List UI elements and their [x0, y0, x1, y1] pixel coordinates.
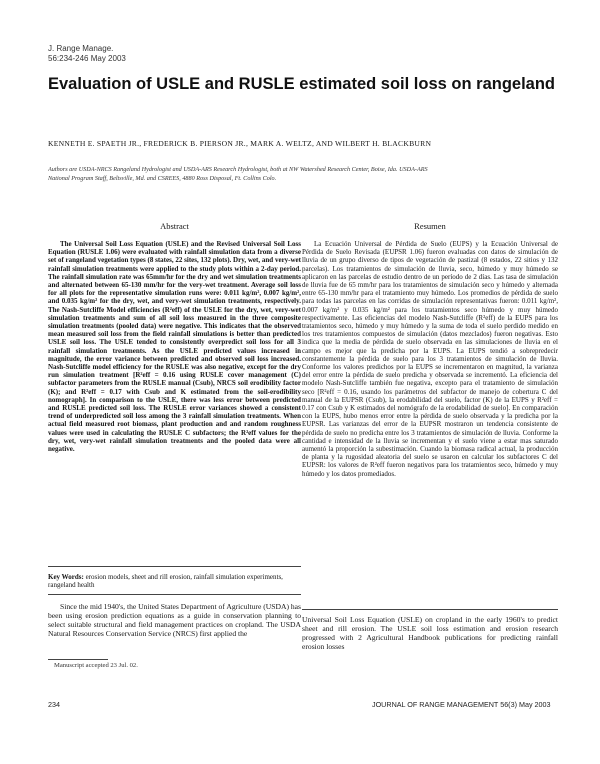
keywords-block	[48, 573, 301, 589]
page-number: 234	[48, 700, 60, 709]
resumen-text: La Ecuación Universal de Pérdida de Suelo (EUPS) y la Ecuación Universal de Pérdida de Suelo Revisada (EUPSR 1.06) fueron evaluadas con datos de simulación de lluvia de un grupo diverso de tipos de vegetación de pastizal (8 estados, 22 sitios y 132 parcelas). Los tratamientos de simulación de lluvia, seco, húmedo y muy húmedo se aplicaron en las parcelas de estudio dentro de un período de 2 días. Las tasa de simulación de lluvia fue de 65 mm/hr para los tratamientos de simulación seco y húmedo y alternada entre 65-130 mm/hr para el tratamiento muy húmedo. Los promedios de pérdida de suelo para todas las parcelas en las corridas de simulación representativas fueron: 0.011 kg/m², 0.007 kg/m² y 0.035 kg/m² para los tratamientos seco húmedo y muy húmedo respectivamente. Las eficiencias del modelo Nash-Sutcliffe (R²eff) de la EUPS para los tratamientos seco, húmedo y muy húmedo y la suma de toda el suelo perdido medido en los tres tratamientos compuestos de simulación (datos mezclados) fueron negativas. Esto indica que la media de pérdida de suelo observada en las simulaciones de lluvia en el campo es mejor que la predicha por la EUPS. La EUPS tendió a sobrepredecir constantemente la pérdida de suelo para los 3 tratamientos de simulación de lluvia. Conforme los valores predichos por la EUPS se incrementaron en magnitud, la varianza del error entre la pérdida de suelo predicha y observada se incrementó. La eficiencia del modelo Nash-Sutcliffe también fue negativa, excepto para el tratamiento de simulación seco [R²eff = 0.16, usando los parámetros del subfactor de manejo de cobertura C del manual de la EUPSR (Csub), la erodabilidad del suelo, factor (K) de la EUPS y R²eff = 0.17 con Csub y K estimados del nomógrafo de la erodabilidad de suelo]. En comparación con la EUPS, hubo menos error entre la pérdida de suelo observada y la predicha por la EUPSR. Las varianzas del error de la EUPSR mostraron un tendencia consistente de pérdida de suelo no predicha entre los 3 tratamientos de simulación de lluvia. Conforme la cantidad e intensidad de la lluvia se incrementan y el suelo viene a estar mas saturado aumentó la proporción la subestimación. Cuando la biomasa radical actual, la producción de planta y la rugosidad aleatoria del suelo se usaron en calcular los subfactores C del EUPSR: los valores de R²eff fueron negativos para los tratamientos seco, húmedo y muy húmedo y los datos promediados.	[302, 240, 558, 478]
resumen-heading: Resumen	[414, 221, 446, 231]
abstract-text: The Universal Soil Loss Equation (USLE) and the Revised Universal Soil Loss Equation (RUSLE 1.06) were evaluated with rainfall simulation data from a diverse set of rangeland vegetation types (8 states, 22 sites, 132 plots). Dry, wet, and very-wet rainfall simulation treatments were applied to the study plots within a 2-day period. The rainfall simulation rate was 65mm/hr for the dry and wet simulation treatments and alternated between 65-130 mm/hr for the very-wet treatment. Average soil loss for all plots for the representative simulation runs were: 0.011 kg/m², 0.007 kg/m², and 0.035 kg/m² for the dry, wet, and very-wet simulation treatments, respectively. The Nash-Sutcliffe Model efficiencies (R²eff) of the USLE for the dry, wet, very-wet simulation treatments and sum of all soil loss measured in the three composite simulation treatments (pooled data) were negative. This indicates that the observed mean measured soil loss from the field rainfall simulations is better than predicted USLE soil loss. The USLE tended to consistently overpredict soil loss for all 3 rainfall simulation treatments. As the USLE predicted values increased in magnitude, the error variance between predicted and observed soil loss increased. Nash-Sutcliffe model efficiency for the RUSLE was also negative, except for the dry run simulation treatment [R²eff = 0.16 using RUSLE cover management (C) subfactor parameters from the RUSLE manual (Csub), NRCS soil erodibility factor (K); and R²eff = 0.17 with Csub and K estimated from the soil-erodibility nomograph]. In comparison to the USLE, there was less error between predicted and RUSLE predicted soil loss. The RUSLE error variances showed a consistent trend of underpredicted soil loss among the 3 rainfall simulation treatments. When actual field measured root biomass, plant production and and random roughness values were used in calculating the RUSLE C subfactors; the R²eff values for the dry, wet, very-wet rainfall simulation treatments and the pooled data were all negative.	[48, 240, 301, 454]
affiliation-line-2: National Program Staff, Beltsville, Md. and CSREES, 4880 Ross Disposal, Ft. Collins Colo.	[48, 174, 277, 182]
article-title: Evaluation of USLE and RUSLE estimated soil loss on rangeland	[48, 75, 556, 93]
affiliation-line-1: Authors are USDA-NRCS Rangeland Hydrologist and USDA-ARS Research Hydrologist, both at NW Watershed Research Center, Boise, Ida. USDA-ARS	[48, 166, 428, 173]
keywords-text: erosion models, sheet and rill erosion, rainfall simulation experiments, rangeland health	[48, 573, 283, 590]
keywords-bottom-rule	[48, 594, 301, 595]
author-affiliation	[48, 166, 570, 183]
author-list: KENNETH E. SPAETH JR., FREDERICK B. PIERSON JR., MARK A. WELTZ, AND WILBERT H. BLACKBURN	[48, 139, 432, 148]
footnote-rule	[48, 659, 108, 660]
abstract-body	[48, 240, 301, 561]
footnote: Manuscript accepted 23 Jul. 02.	[54, 662, 138, 669]
introduction-left	[48, 603, 301, 655]
keywords-top-rule	[48, 566, 301, 567]
resumen-body	[302, 240, 558, 603]
volume-pages: 56:234-246 May 2003	[48, 54, 126, 63]
intro-right-text: Universal Soil Loss Equation (USLE) on cropland in the early 1960's to predict sheet and rill erosion. The USLE soil loss estimation and erosion research progressed with 2 Agricultural Handbook publications for predicting rainfall erosion losses	[302, 616, 558, 651]
intro-left-text: Since the mid 1940's, the United States Department of Agriculture (USDA) has been using erosion prediction equations as a guide in conservation planning to select suitable structural and field management practices on cropland. The USDA Natural Resources Conservation Service (NRCS) first applied the	[48, 603, 301, 638]
keywords-label: Key Words:	[48, 573, 84, 581]
resumen-end-rule	[302, 609, 558, 610]
footer-journal: JOURNAL OF RANGE MANAGEMENT 56(3) May 2003	[372, 700, 551, 709]
journal-abbrev: J. Range Manage.	[48, 44, 114, 53]
abstract-heading: Abstract	[160, 221, 189, 231]
introduction-right	[302, 616, 558, 660]
citation-header	[48, 44, 126, 64]
